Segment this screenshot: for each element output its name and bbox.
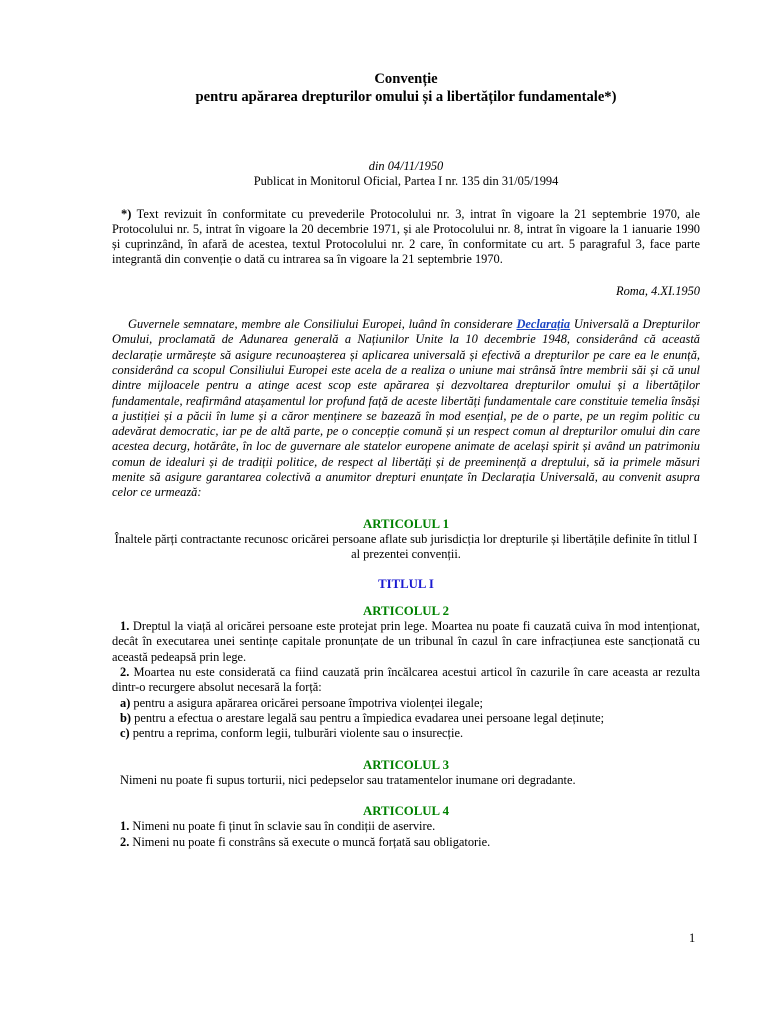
- article-3-text: Nimeni nu poate fi supus torturii, nici pedepselor sau tratamentelor inumane ori degradante.: [120, 772, 576, 787]
- document-date: din 04/11/1950: [368, 159, 444, 173]
- paragraph-text: Nimeni nu poate fi ținut în sclavie sau în condiții de aservire.: [129, 819, 436, 834]
- paragraph-number: 2.: [120, 834, 130, 849]
- document-title: Convenție: [374, 71, 438, 87]
- article-3-heading: ARTICOLUL 3: [363, 757, 449, 772]
- paragraph-number: 2.: [120, 665, 130, 680]
- paragraph-number: 1.: [120, 819, 130, 834]
- paragraph-text: Dreptul la viață al oricărei persoane este protejat prin lege. Moartea nu poate fi cauzată cuiva în mod intenționat, decât în executarea unei sentințe capitale pronunțate de un tribunal în cazul în care infracțiunea este sancționată cu această pedeapsă prin lege.: [112, 619, 700, 664]
- item-text: pentru a asigura apărarea oricărei persoane împotriva violenței ilegale;: [130, 695, 483, 710]
- declaration-link[interactable]: Declarația: [516, 317, 571, 332]
- item-text: pentru a efectua o arestare legală sau pentru a împiedica evadarea unei persoane legal deținute;: [131, 710, 605, 725]
- paragraph-text: Moartea nu este considerată ca fiind cauzată prin încălcarea acestui articol în cazurile în care aceasta ar rezulta dintr-o recurgere absolut necesară la forță:: [112, 665, 700, 695]
- paragraph-number: 1.: [120, 619, 130, 634]
- document-meta: [112, 159, 700, 190]
- article-2-item-b: [112, 711, 700, 726]
- article-2-paragraph-2: [112, 665, 700, 696]
- item-text: pentru a reprima, conform legii, tulburări violente sau o insurecție.: [129, 726, 464, 741]
- place-date: Roma, 4.XI.1950: [616, 283, 700, 298]
- article-4-paragraph-1: [112, 819, 700, 834]
- paragraph-text: Nimeni nu poate fi constrâns să execute o muncă forțată sau obligatorie.: [129, 834, 491, 849]
- article-2-item-a: [112, 696, 700, 711]
- preamble-text-start: Guvernele semnatare, membre ale Consiliului Europei, luând în considerare: [128, 317, 517, 332]
- preamble: [112, 317, 700, 501]
- article-1-heading: ARTICOLUL 1: [363, 516, 449, 531]
- document-subtitle: pentru apărarea drepturilor omului și a libertăților fundamentale*): [195, 89, 617, 105]
- revision-note: [112, 207, 700, 268]
- note-marker: *): [121, 206, 132, 221]
- item-label: b): [120, 710, 132, 725]
- title-1-heading: TITLUL I: [378, 576, 434, 591]
- item-label: a): [120, 695, 131, 710]
- article-2-item-c: [112, 726, 700, 741]
- publication-info: Publicat in Monitorul Oficial, Partea I nr. 135 din 31/05/1994: [253, 174, 559, 189]
- note-text: Text revizuit în conformitate cu prevederile Protocolului nr. 3, intrat în vigoare la 21 septembrie 1970, ale Protocolului nr. 5, intrat în vigoare la 20 decembrie 1971, și ale Protocolului nr. 8, intrat în vigoare la 1 ianuarie 1990 și cuprinzând, în afară de acestea, textul Protocolului nr. 2 care, în conformitate cu art. 5 paragraful 3, face parte integrantă din convenție o dată cu intrarea sa în vigoare la 21 septembrie 1970.: [112, 206, 700, 267]
- article-4-paragraph-2: [112, 835, 700, 850]
- article-2-paragraph-1: [112, 619, 700, 665]
- article-2-heading: ARTICOLUL 2: [363, 603, 449, 618]
- article-1-text: Înaltele părți contractante recunosc oricărei persoane aflate sub jurisdicția lor drepturile și libertățile definite în titlul I al prezentei convenții.: [114, 531, 698, 562]
- item-label: c): [120, 726, 130, 741]
- page-number: 1: [689, 931, 696, 945]
- document-content: [112, 70, 700, 850]
- preamble-text-end: Universală a Drepturilor Omului, proclamată de Adunarea generală a Națiunilor Unite la 10 decembrie 1948, considerând că această declarație urmărește să asigure recunoașterea și aplicarea universală și efectivă a drepturilor pe care ea le enunță, considerând ca scopul Consiliului Europei este acela de a realiza o uniune mai strânsă între membrii săi și că unul dintre mijloacele pentru a atinge acest scop este apărarea și dezvoltarea drepturilor omului și a libertăților fundamentale, reafirmând atașamentul lor profund față de aceste libertăți fundamentale care constituie temelia însăși a justiției și a păcii în lume și a căror menținere se bazează în mod esențial, pe de o parte, pe un regim politic cu adevărat democratic, iar pe de altă parte, pe o concepție comună și un respect comun al drepturilor omului din care acestea decurg, hotărâte, în loc de guvernare ale statelor europene animate de același spirit și având un patrimoniu comun de idealuri și de tradiții politice, de respect al libertăți și de preeminență a dreptului, să ia primele măsuri menite să asigure garantarea colectivă a anumitor drepturi enunțate în Declarația Universală, au convenit asupra celor ce urmează:: [112, 317, 700, 500]
- article-4-heading: ARTICOLUL 4: [363, 804, 449, 819]
